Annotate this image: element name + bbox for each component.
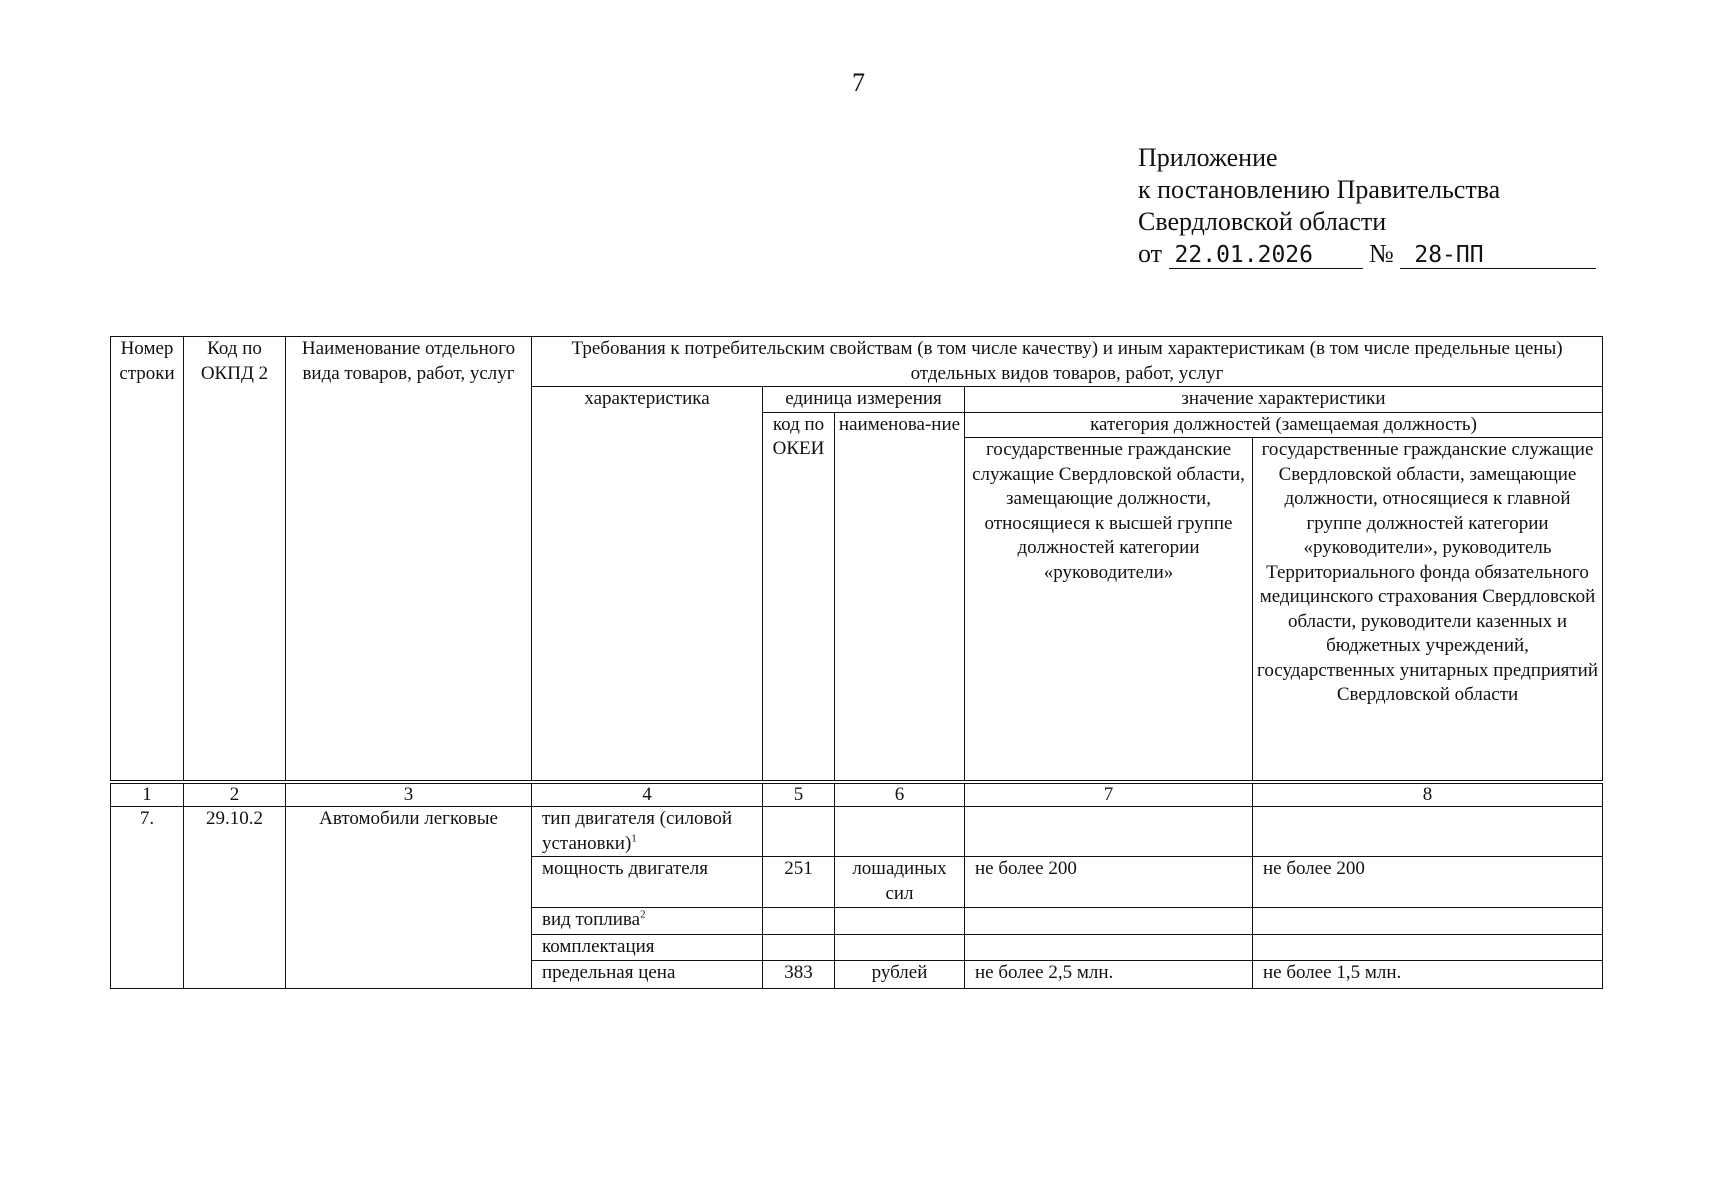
- characteristic-name: предельная цена: [532, 961, 763, 989]
- column-number: 4: [532, 782, 763, 807]
- characteristic-okei: [763, 908, 835, 935]
- resolution-date: 22.01.2026: [1169, 242, 1363, 269]
- header-row-number: Номер строки: [111, 337, 184, 782]
- resolution-number: 28-ПП: [1400, 242, 1596, 269]
- characteristic-unit: рублей: [835, 961, 965, 989]
- column-number: 6: [835, 782, 965, 807]
- header-item-name: Наименование отдельного вида товаров, работ, услуг: [286, 337, 532, 782]
- appendix-resolution: к постановлению Правительства: [1138, 175, 1501, 204]
- item-name: Автомобили легковые: [286, 807, 532, 989]
- characteristic-value-higher: [965, 935, 1253, 961]
- requirements-table: [110, 336, 1603, 989]
- column-number: 3: [286, 782, 532, 807]
- characteristic-unit: лошадиных сил: [835, 857, 965, 908]
- characteristic-unit: [835, 807, 965, 857]
- header-category-main: государственные гражданские служащие Свердловской области, замещающие должности, относящиеся к главной группе должностей категории «руководители», руководитель Территориального фонда обязательного медицинского страхования Свердловской области, руководители казенных и бюджетных учреждений, государственных унитарных предприятий Свердловской области: [1253, 438, 1603, 782]
- column-number: 8: [1253, 782, 1603, 807]
- item-okpd-code: 29.10.2: [184, 807, 286, 989]
- header-characteristic: характеристика: [532, 387, 763, 782]
- column-number: 5: [763, 782, 835, 807]
- appendix-header: [1138, 142, 1596, 270]
- number-label: №: [1369, 239, 1394, 268]
- characteristic-value-higher: не более 2,5 млн.: [965, 961, 1253, 989]
- appendix-title: Приложение: [1138, 143, 1278, 172]
- characteristic-okei: 383: [763, 961, 835, 989]
- characteristic-name: мощность двигателя: [532, 857, 763, 908]
- header-unit-name: наименова-ние: [835, 412, 965, 782]
- header-okpd-code: Код по ОКПД 2: [184, 337, 286, 782]
- characteristic-value-higher: [965, 807, 1253, 857]
- characteristic-unit: [835, 908, 965, 935]
- column-number: 2: [184, 782, 286, 807]
- item-row-number: 7.: [111, 807, 184, 989]
- page-number: 7: [852, 68, 865, 97]
- characteristic-value-main: не более 1,5 млн.: [1253, 961, 1603, 989]
- appendix-region: Свердловской области: [1138, 207, 1387, 236]
- header-unit: единица измерения: [763, 387, 965, 413]
- characteristic-name: тип двигателя (силовой установки)$^1$: [532, 807, 763, 857]
- characteristic-okei: [763, 935, 835, 961]
- header-requirements: Требования к потребительским свойствам (в том числе качеству) и иным характеристикам (в том числе предельные цены) отдельных видов товаров, работ, услуг: [532, 337, 1603, 387]
- from-label: от: [1138, 239, 1163, 268]
- characteristic-value-main: [1253, 807, 1603, 857]
- characteristic-value-main: не более 200: [1253, 857, 1603, 908]
- column-number: 7: [965, 782, 1253, 807]
- header-position-category: категория должностей (замещаемая должность): [965, 412, 1603, 438]
- characteristic-name: вид топлива$^2$: [532, 908, 763, 935]
- column-number: 1: [111, 782, 184, 807]
- characteristic-unit: [835, 935, 965, 961]
- characteristic-value-higher: не более 200: [965, 857, 1253, 908]
- characteristic-value-main: [1253, 908, 1603, 935]
- characteristic-okei: 251: [763, 857, 835, 908]
- header-okei-code: код по ОКЕИ: [763, 412, 835, 782]
- header-value: значение характеристики: [965, 387, 1603, 413]
- characteristic-value-higher: [965, 908, 1253, 935]
- characteristic-okei: [763, 807, 835, 857]
- footnote-mark: 2: [640, 908, 646, 921]
- appendix-date-number: [1138, 238, 1596, 270]
- header-category-higher: государственные гражданские служащие Свердловской области, замещающие должности, относящиеся к высшей группе должностей категории «руководители»: [965, 438, 1253, 782]
- footnote-mark: 1: [631, 832, 637, 845]
- characteristic-name: комплектация: [532, 935, 763, 961]
- characteristic-value-main: [1253, 935, 1603, 961]
